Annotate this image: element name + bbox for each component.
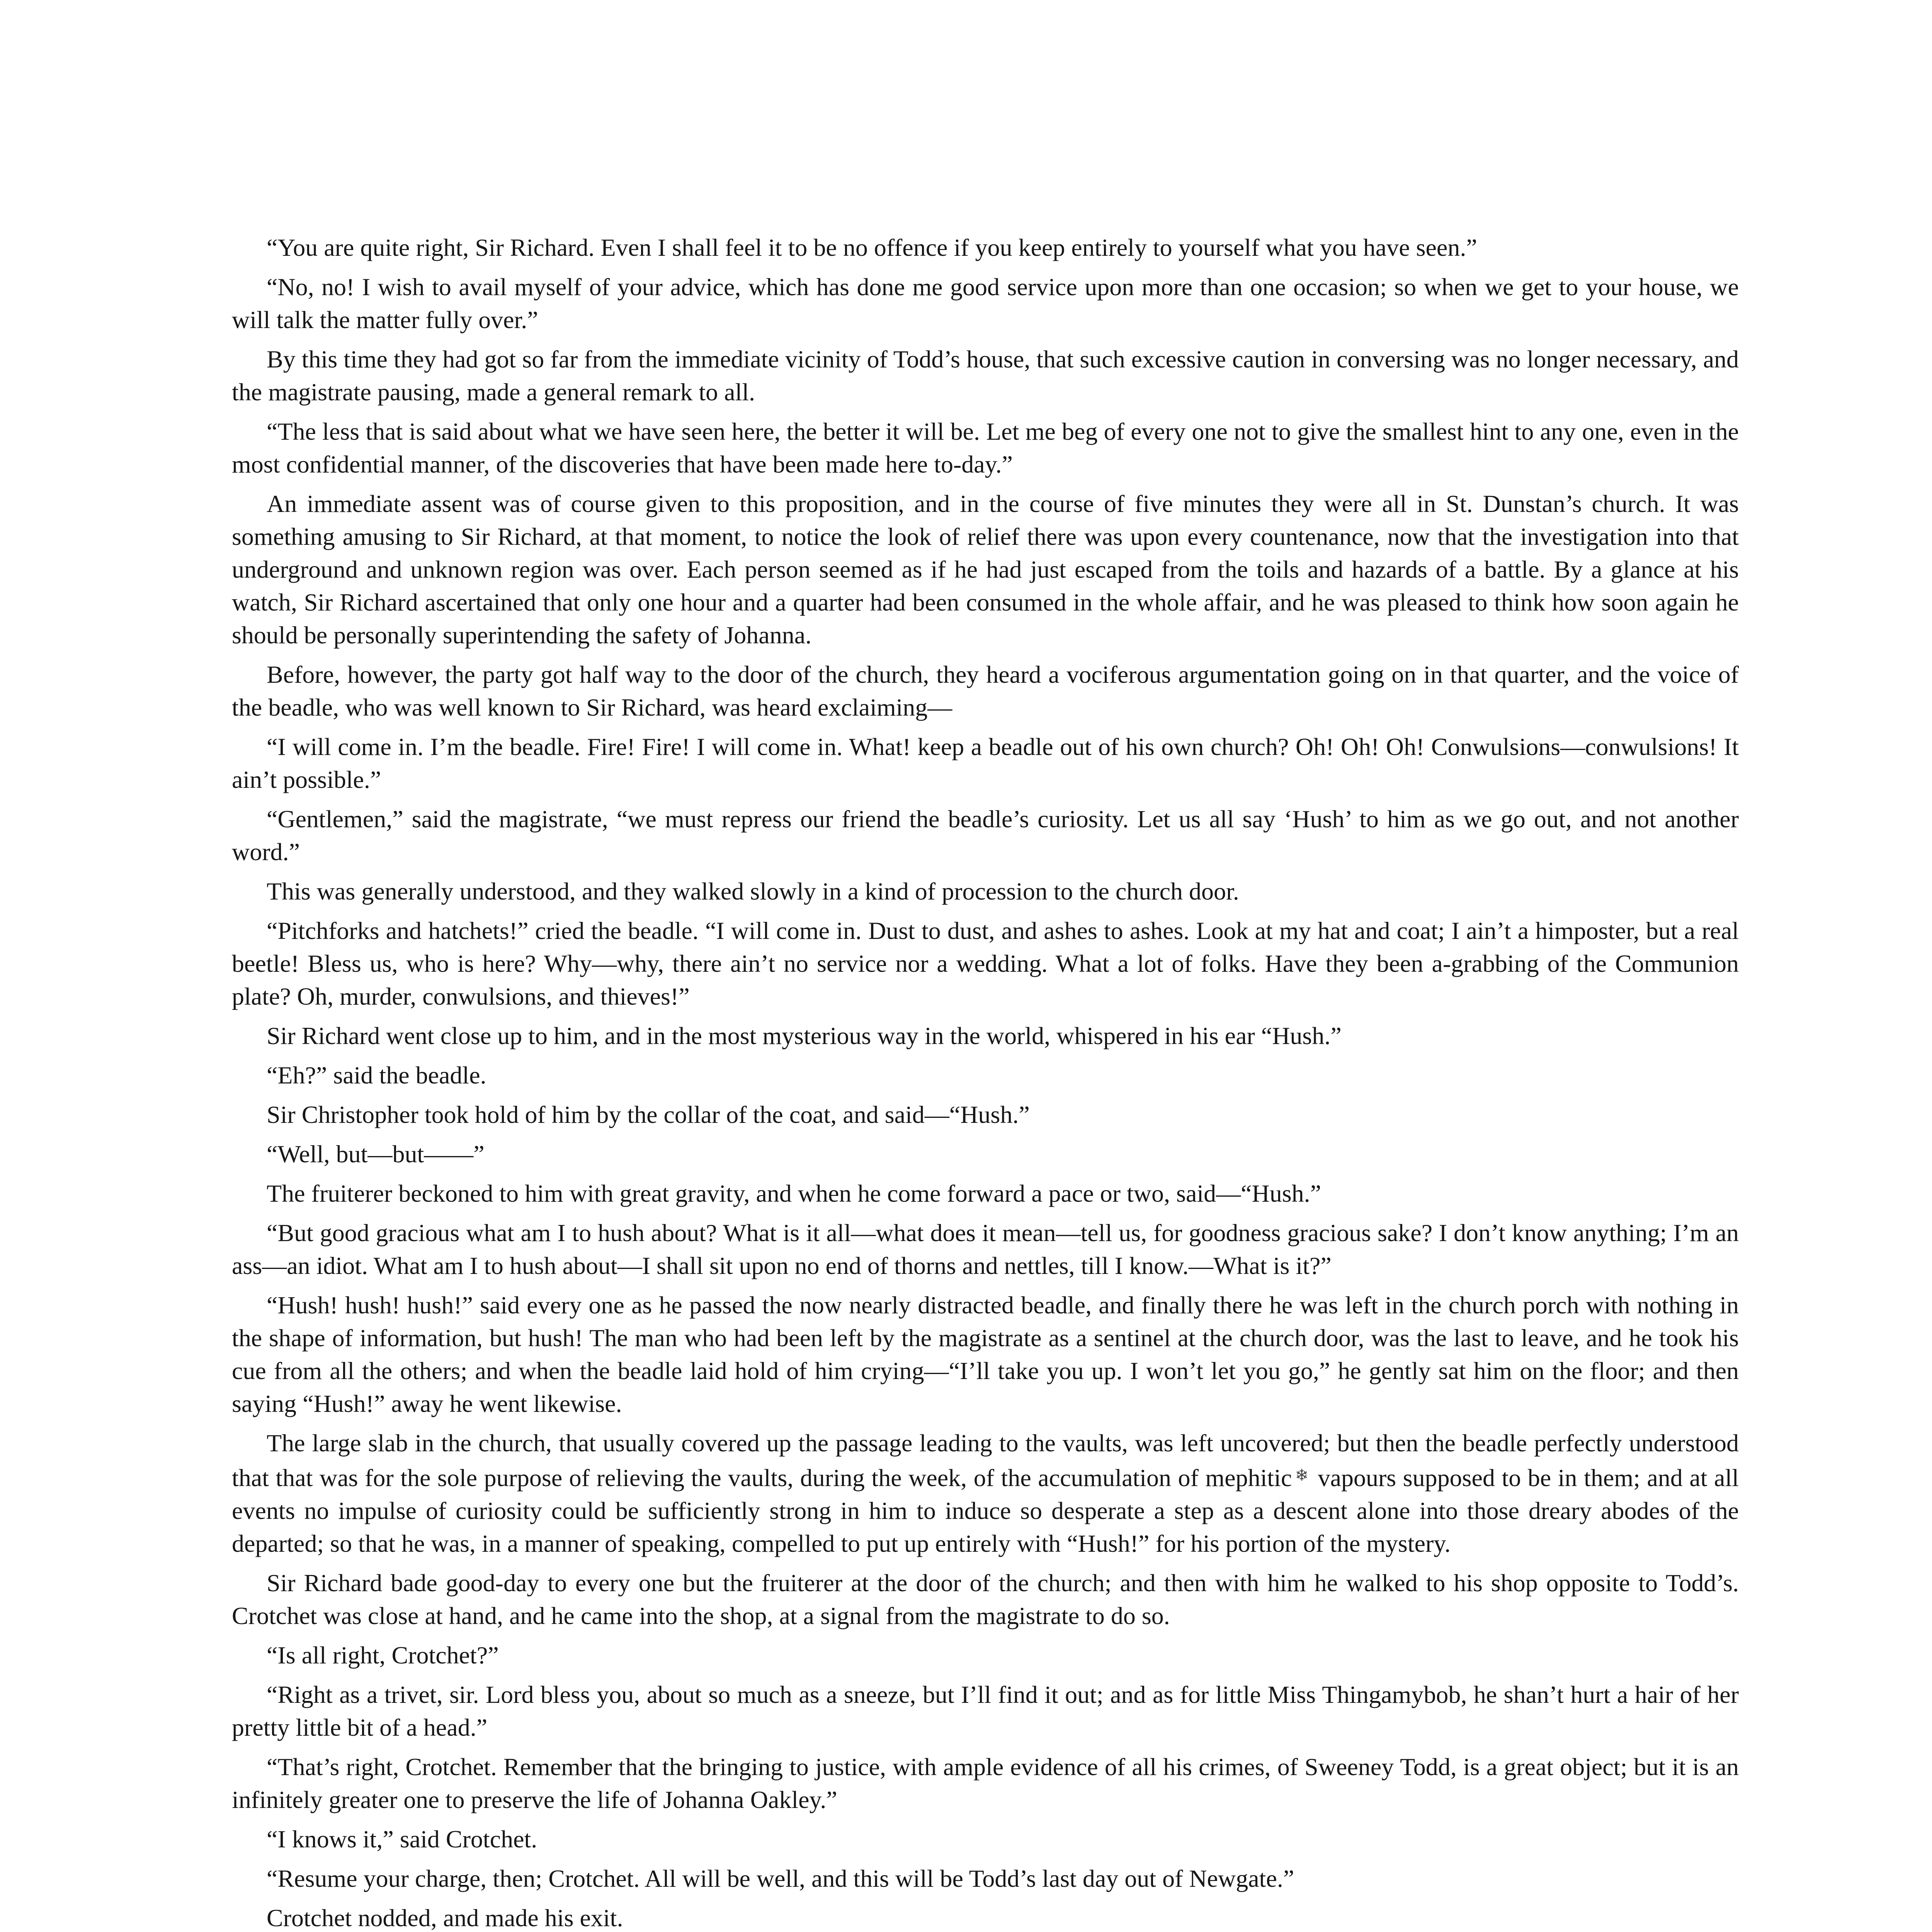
paragraph-17: “Hush! hush! hush!” said every one as he passed the now nearly distracted beadle, and finally there he was left in the church porch with nothing in the shape of information, but hush! The man who had been left by the magistrate as a sentinel at the church door, was the last to leave, and he took his cue from all the others; and when the beadle laid hold of him crying—“I’ll take you up. I won’t let you go,” he gently sat him on the floor; and then saying “Hush!” away he went likewise. <box>232 1291 1739 1417</box>
mephitic-text-after: vapours supposed to be in them; and at all events no impulse of curiosity could be sufficiently strong in him to induce so desperate a step as a descent alone into those dreary abodes of the departed; so that he was, in a manner of speaking, compelled to put up entirely with “Hush!” for his portion of the mystery. <box>232 1464 1739 1557</box>
footnote-marker-icon[interactable]: ❄ <box>1295 1467 1309 1485</box>
paragraph-15: The fruiterer beckoned to him with great gravity, and when he come forward a pace or two, said—“Hush.” <box>267 1180 1321 1207</box>
paragraph-5: An immediate assent was of course given to this proposition, and in the course of five minutes they were all in St. Dunstan’s church. It was something amusing to Sir Richard, at that moment, to notice the look of relief there was upon every countenance, now that the investigation into that underground and unknown region was over. Each person seemed as if he had just escaped from the toils and hazards of a battle. By a glance at his watch, Sir Richard ascertained that only one hour and a quarter had been consumed in the whole affair, and he was pleased to think how soon again he should be personally superintending the safety of Johanna. <box>232 490 1739 649</box>
paragraph-20: “Is all right, Crotchet?” <box>267 1641 499 1669</box>
paragraph-10: “Pitchforks and hatchets!” cried the beadle. “I will come in. Dust to dust, and ashes to ashes. Look at my hat and coat; I ain’t a himposter, but a real beetle! Bless us, who is here? Why—why, there ain’t no service nor a wedding. What a lot of folks. Have they been a-grabbing of the Communion plate? Oh, murder, conwulsions, and thieves!” <box>232 917 1739 1010</box>
paragraph-21: “Right as a trivet, sir. Lord bless you, about so much as a sneeze, but I’ll find it out; and as for little Miss Thingamybob, he shan’t hurt a hair of her pretty little bit of a head.” <box>232 1681 1739 1741</box>
paragraph-13: Sir Christopher took hold of him by the collar of the coat, and said—“Hush.” <box>267 1101 1030 1128</box>
paragraph-19: Sir Richard bade good-day to every one but the fruiterer at the door of the church; and then with him he walked to his shop opposite to Todd’s. Crotchet was close at hand, and he came into the shop, at a signal from the magistrate to do so. <box>232 1569 1739 1629</box>
paragraph-3: By this time they had got so far from the immediate vicinity of Todd’s house, that such excessive caution in conversing was no longer necessary, and the magistrate pausing, made a general remark to all. <box>232 345 1739 406</box>
paragraph-25: Crotchet nodded, and made his exit. <box>267 1904 623 1932</box>
paragraph-2: “No, no! I wish to avail myself of your advice, which has done me good service upon more than one occasion; so when we get to your house, we will talk the matter fully over.” <box>232 273 1739 333</box>
paragraph-16: “But good gracious what am I to hush about? What is it all—what does it mean—tell us, for goodness gracious sake? I don’t know anything; I’m an ass—an idiot. What am I to hush about—I shall sit upon no end of thorns and nettles, till I know.—What is it?” <box>232 1219 1739 1279</box>
paragraph-22: “That’s right, Crotchet. Remember that the bringing to justice, with ample evidence of all his crimes, of Sweeney Todd, is a great object; but it is an infinitely greater one to preserve the life of Johanna Oakley.” <box>232 1753 1739 1813</box>
paragraph-1: “You are quite right, Sir Richard. Even I shall feel it to be no offence if you keep entirely to yourself what you have seen.” <box>267 234 1477 261</box>
paragraph-8: “Gentlemen,” said the magistrate, “we must repress our friend the beadle’s curiosity. Let us all say ‘Hush’ to him as we go out, and not another word.” <box>232 805 1739 866</box>
paragraph-23: “I knows it,” said Crotchet. <box>267 1825 537 1853</box>
paragraph-mephitic <box>232 1427 1739 1560</box>
paragraph-6: Before, however, the party got half way to the door of the church, they heard a vociferous argumentation going on in that quarter, and the voice of the beadle, who was well known to Sir Richard, was heard exclaiming— <box>232 661 1739 721</box>
paragraph-7: “I will come in. I’m the beadle. Fire! Fire! I will come in. What! keep a beadle out of his own church? Oh! Oh! Oh! Conwulsions—conwulsions! It ain’t possible.” <box>232 733 1739 793</box>
page-body <box>232 231 1739 1932</box>
paragraph-11: Sir Richard went close up to him, and in the most mysterious way in the world, whispered in his ear “Hush.” <box>267 1022 1342 1049</box>
paragraph-14: “Well, but—but——” <box>267 1140 485 1168</box>
mephitic-text-before: The large slab in the church, that usually covered up the passage leading to the vaults, was left uncovered; but then the beadle perfectly understood that that was for the sole purpose of relieving the vaults, during the week, of the accumulation of mephitic <box>232 1429 1739 1492</box>
paragraph-4: “The less that is said about what we have seen here, the better it will be. Let me beg of every one not to give the smallest hint to any one, even in the most confidential manner, of the discoveries that have been made here to-day.” <box>232 418 1739 478</box>
paragraph-12: “Eh?” said the beadle. <box>267 1061 486 1089</box>
paragraph-9: This was generally understood, and they walked slowly in a kind of procession to the church door. <box>267 878 1239 905</box>
paragraph-24: “Resume your charge, then; Crotchet. All will be well, and this will be Todd’s last day out of Newgate.” <box>267 1865 1294 1892</box>
